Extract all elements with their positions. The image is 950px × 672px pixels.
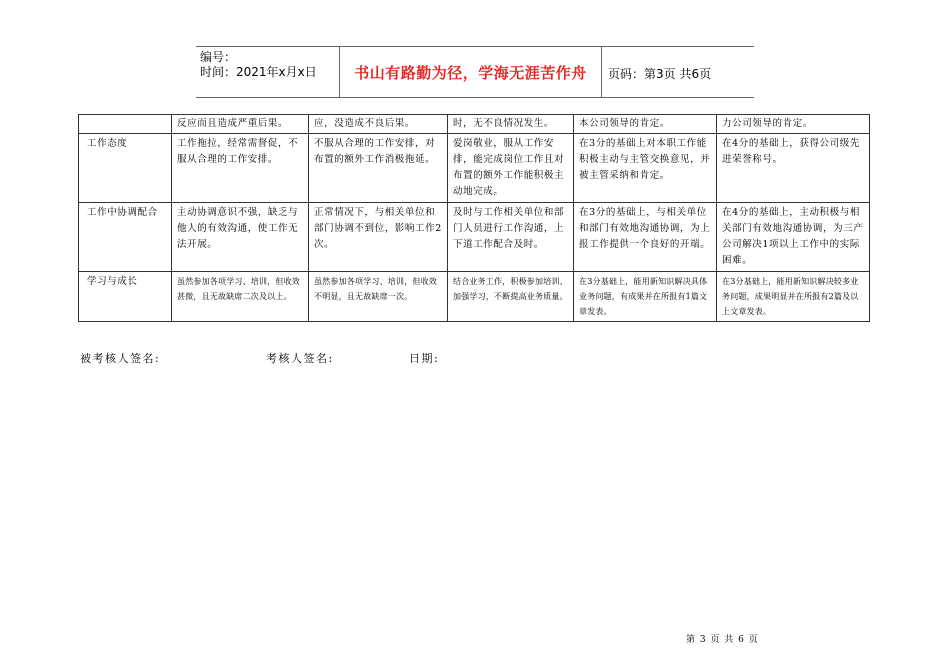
page-header bbox=[196, 46, 754, 98]
header-page-label: 页码：第3页 共6页 bbox=[608, 67, 712, 81]
table-cell: 不服从合理的工作安排，对布置的额外工作消极拖延。 bbox=[309, 134, 448, 203]
table-cell: 在3分基础上，能用新知识解决具体业务问题，有成果并在所报有1篇文章发表。 bbox=[574, 272, 717, 322]
table-row bbox=[79, 203, 870, 272]
table-cell: 在3分的基础上对本职工作能积极主动与主管交换意见，并被主管采纳和肯定。 bbox=[574, 134, 717, 203]
table-cell: 力公司领导的肯定。 bbox=[717, 115, 870, 134]
table-cell: 在3分基础上，能用新知识解决较多业务问题，成果明显并在所报有2篇及以上文章发表。 bbox=[717, 272, 870, 322]
table-cell: 应，没造成不良后果。 bbox=[309, 115, 448, 134]
table-cell: 爱岗敬业，服从工作安排，能完成岗位工作且对布置的额外工作能积极主动地完成。 bbox=[448, 134, 574, 203]
number-label: 编号： bbox=[200, 50, 237, 64]
table-cell: 在3分的基础上，与相关单位和部门有效地沟通协调，为上报工作提供一个良好的开端。 bbox=[574, 203, 717, 272]
table-cell: 在4分的基础上，主动积极与相关部门有效地沟通协调，为三产公司解决1项以上工作中的实际困难。 bbox=[717, 203, 870, 272]
table-cell: 结合业务工作，积极参加培训、加强学习，不断提高业务质量。 bbox=[448, 272, 574, 322]
table-cell: 反应而且造成严重后果。 bbox=[172, 115, 309, 134]
table-cell: 虽然参加各项学习、培训，但收效甚微，且无故缺席二次及以上。 bbox=[172, 272, 309, 322]
table-cell: 本公司领导的肯定。 bbox=[574, 115, 717, 134]
table-cell: 主动协调意识不强，缺乏与他人的有效沟通，使工作无法开展。 bbox=[172, 203, 309, 272]
header-divider bbox=[601, 47, 602, 97]
table-cell: 虽然参加各项学习、培训，但收效不明显，且无故缺席一次。 bbox=[309, 272, 448, 322]
table-cell: 在4分的基础上，获得公司级先进荣誉称号。 bbox=[717, 134, 870, 203]
examiner-signature-label: 考核人签名: bbox=[266, 352, 334, 365]
table-row bbox=[79, 134, 870, 203]
date-label: 日期: bbox=[409, 352, 440, 365]
header-left-cell bbox=[200, 50, 338, 80]
row-category: 工作中协调配合 bbox=[79, 203, 172, 272]
table-row bbox=[79, 115, 870, 134]
page-footer: 第 3 页 共 6 页 bbox=[686, 635, 759, 645]
evaluation-table bbox=[78, 114, 870, 322]
row-category: 学习与成长 bbox=[79, 272, 172, 322]
row-category bbox=[79, 115, 172, 134]
table-cell: 工作拖拉，经常需督促，不服从合理的工作安排。 bbox=[172, 134, 309, 203]
table-cell: 时，无不良情况发生。 bbox=[448, 115, 574, 134]
table-row bbox=[79, 272, 870, 322]
table-cell: 及时与工作相关单位和部门人员进行工作沟通，上下道工作配合及时。 bbox=[448, 203, 574, 272]
row-category: 工作态度 bbox=[79, 134, 172, 203]
time-label: 时间：2021年x月x日 bbox=[200, 65, 317, 79]
header-motto: 书山有路勤为径，学海无涯苦作舟 bbox=[354, 64, 587, 82]
examinee-signature-label: 被考核人签名: bbox=[80, 352, 161, 365]
table-cell: 正常情况下，与相关单位和部门协调不到位，影响工作2次。 bbox=[309, 203, 448, 272]
